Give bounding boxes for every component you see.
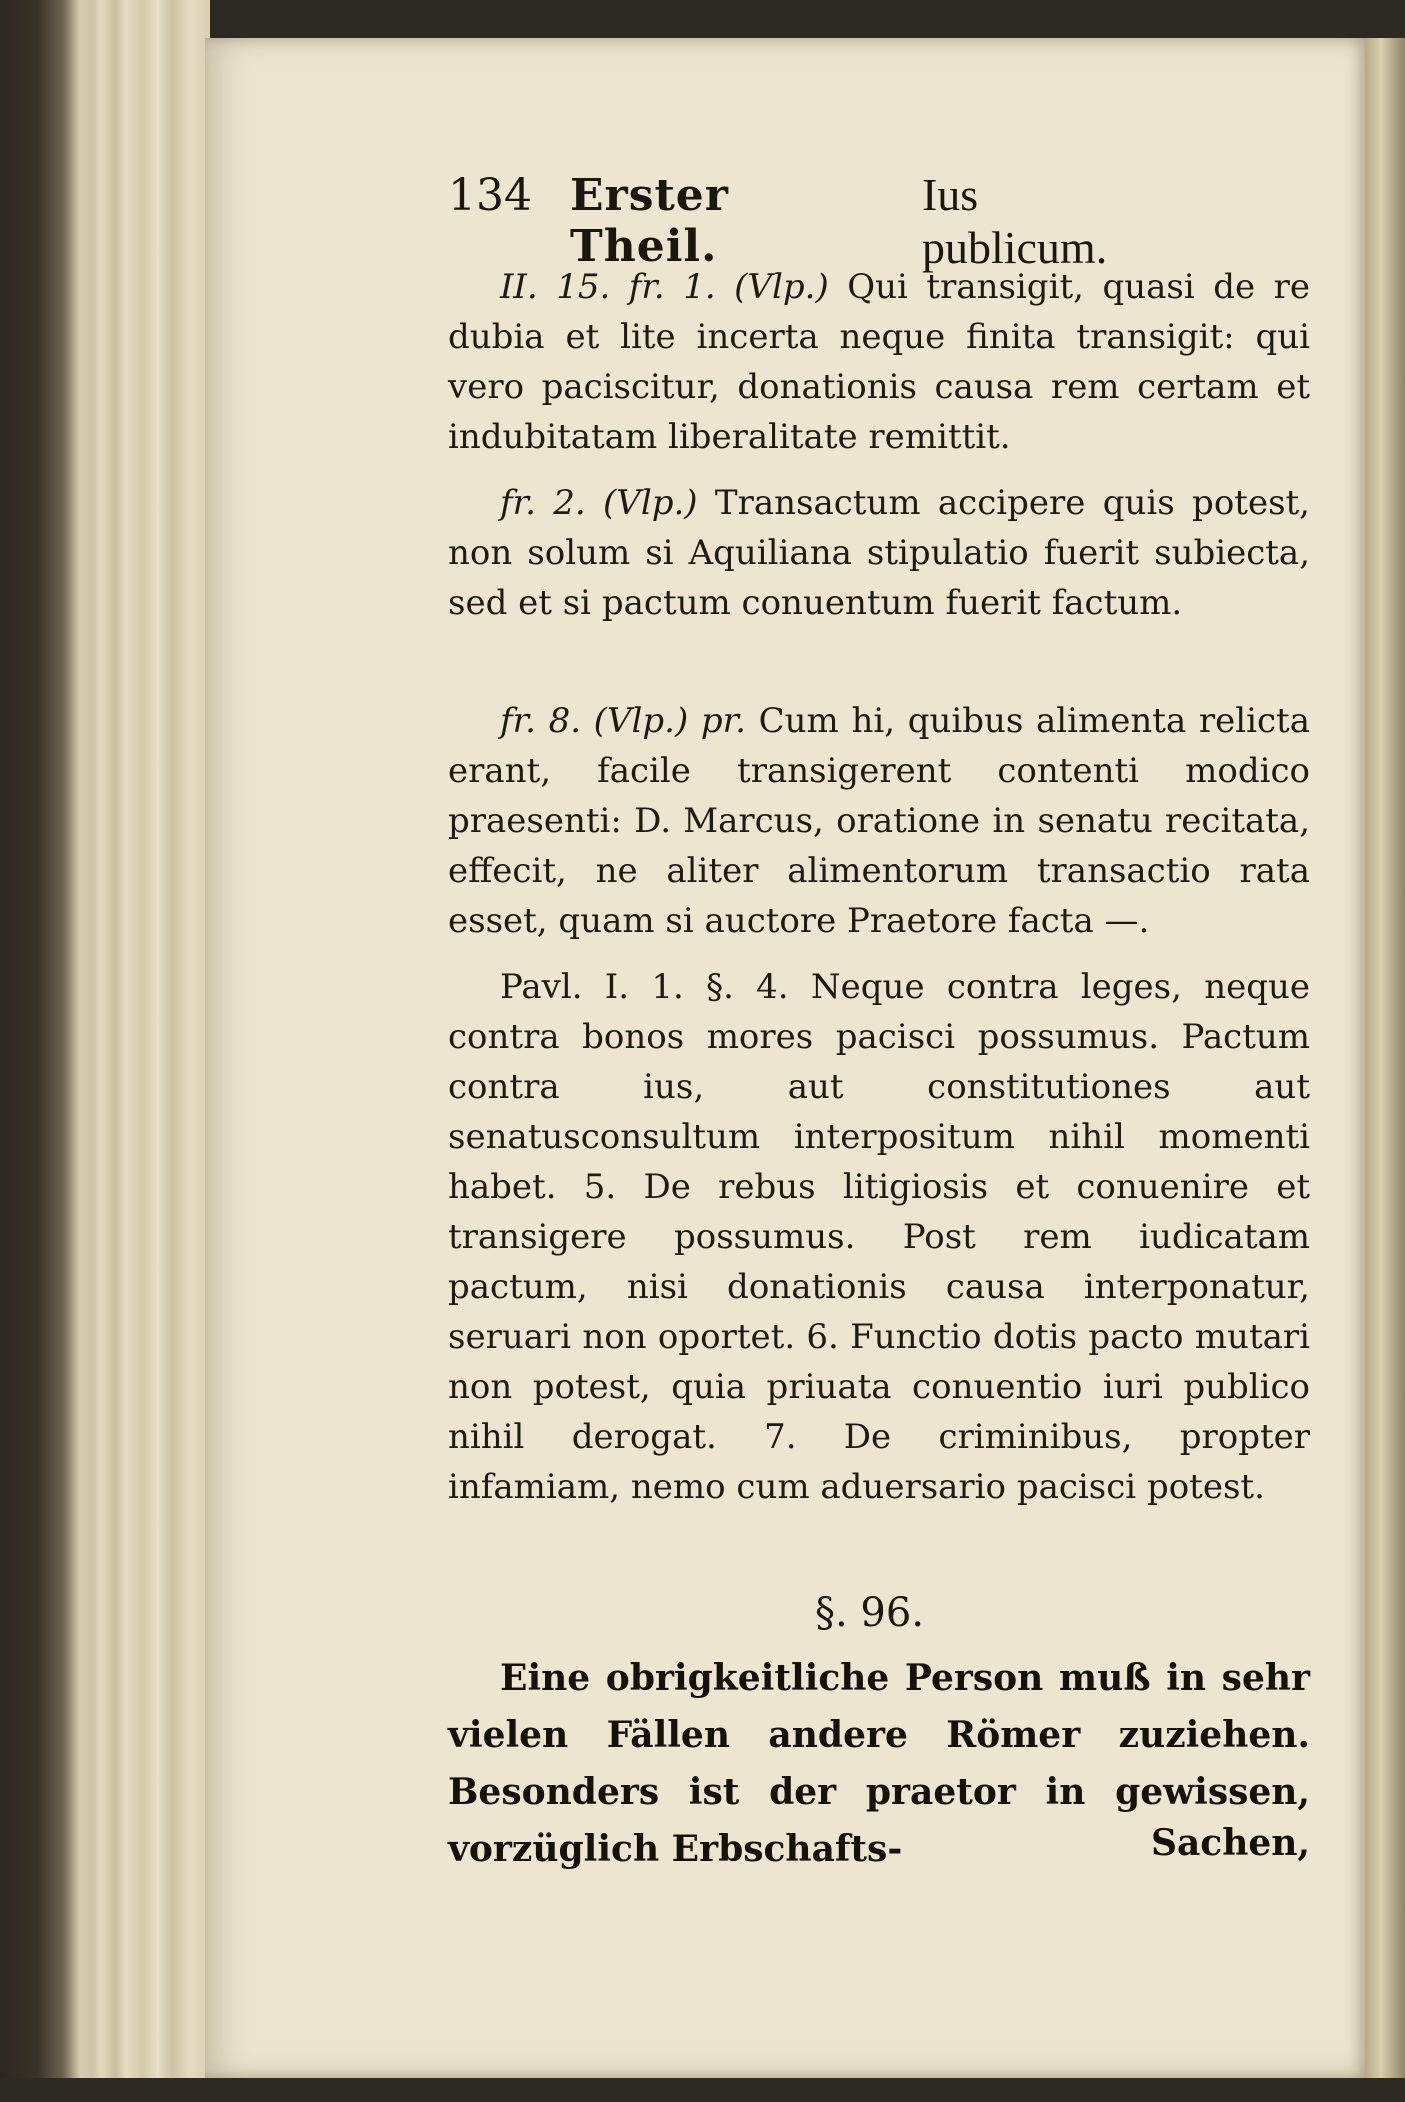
passage-text: Neque contra leges, neque contra bonos mores pacisci possumus. Pactum contra ius, aut constitutiones aut senatusconsultum interpositum nihil momenti habet. 5. De rebus litigiosis et conuenire et transigere possumus. Post rem iudicatam pactum, nisi donationis causa interponatur, seruari non oportet. 6. Functio dotis pacto mutari non potest, quia priuata conuentio iuri publico nihil derogat. 7. De criminibus, propter infamiam, nemo cum aduersario pacisci potest. bbox=[448, 967, 1310, 1507]
right-page-edge bbox=[1365, 38, 1405, 2078]
passage-ref: Pavl. I. 1. §. 4. bbox=[500, 967, 789, 1007]
section-number: §. 96. bbox=[815, 1590, 925, 1636]
passage-ref: fr. 2. (Vlp.) bbox=[500, 483, 698, 523]
part-title: Erster Theil. bbox=[569, 170, 729, 272]
page-number: 134 bbox=[448, 170, 532, 221]
passage-ref: fr. 8. (Vlp.) pr. bbox=[500, 701, 746, 741]
passage-text: Qui transigit, quasi de re dubia et lite incerta neque finita transigit: qui vero paciscitur, donationis causa rem certam et indubitatam liberalitate remittit. bbox=[448, 267, 1310, 457]
passage-ref: II. 15. fr. 1. (Vlp.) bbox=[500, 267, 829, 307]
catchword: Sachen, bbox=[1150, 1822, 1310, 1864]
passage-1 bbox=[448, 262, 1310, 462]
book-page-edges bbox=[0, 0, 210, 2102]
passage-text: Transactum accipere quis potest, non solum si Aquiliana stipulatio fuerit subiecta, sed et si pactum conuentum fuerit factum. bbox=[448, 483, 1310, 623]
running-header bbox=[448, 168, 1168, 273]
scan-bottom-border bbox=[0, 2078, 1405, 2102]
passage-2 bbox=[448, 478, 1310, 628]
topic-title: Ius publicum. bbox=[921, 169, 1108, 273]
passage-text: Cum hi, quibus alimenta relicta erant, facile transigerent contenti modico praesenti: D. Marcus, oratione in senatu recitata, effecit, ne aliter alimentorum transactio rata esset, quam si auctore Praetore facta —. bbox=[448, 701, 1310, 941]
passage-4 bbox=[448, 962, 1310, 1512]
passage-3 bbox=[448, 696, 1310, 946]
scan-top-border bbox=[0, 0, 1405, 40]
german-text: Eine obrigkeitliche Person muß in sehr vielen Fällen andere Römer zuziehen. Besonders ist der praetor in gewissen, vorzüglich Erbschafts- bbox=[448, 1657, 1310, 1870]
